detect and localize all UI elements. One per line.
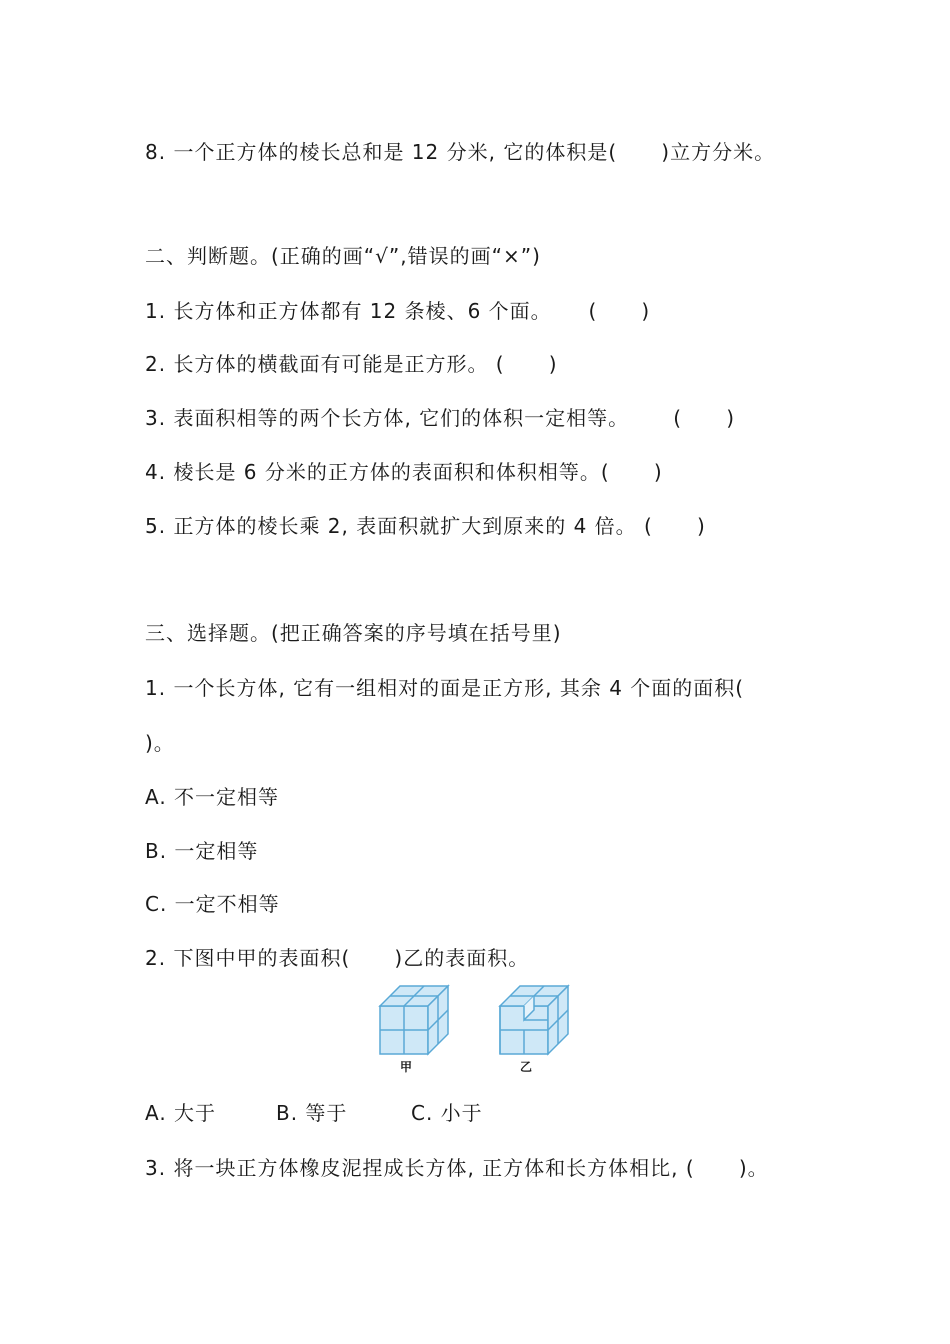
section-3-heading: 三、选择题。(把正确答案的序号填在括号里): [145, 621, 562, 645]
choice-q1-option-c: C. 一定不相等: [145, 892, 280, 916]
choice-q1-line1: 1. 一个长方体, 它有一组相对的面是正方形, 其余 4 个面的面积(: [145, 676, 745, 700]
cube-label-yi: 乙: [520, 1060, 533, 1074]
cube-figure: [370, 978, 590, 1078]
choice-q2-option-a: A. 大于: [145, 1101, 217, 1125]
choice-q2-stem: 2. 下图中甲的表面积( )乙的表面积。: [145, 946, 530, 970]
section-2-heading: 二、判断题。(正确的画“√”,错误的画“×”): [145, 244, 541, 268]
choice-q2-option-b: B. 等于: [276, 1101, 348, 1125]
cube-label-jia: 甲: [400, 1060, 413, 1074]
question-8: 8. 一个正方体的棱长总和是 12 分米, 它的体积是( )立方分米。: [145, 140, 776, 164]
choice-q1-option-b: B. 一定相等: [145, 839, 259, 863]
cube-yi: [500, 986, 568, 1054]
choice-q1-option-a: A. 不一定相等: [145, 785, 280, 809]
choice-q2-option-c: C. 小于: [411, 1101, 483, 1125]
judge-item-3: 3. 表面积相等的两个长方体, 它们的体积一定相等。 ( ): [145, 406, 736, 430]
judge-item-4: 4. 棱长是 6 分米的正方体的表面积和体积相等。( ): [145, 460, 663, 484]
judge-item-5: 5. 正方体的棱长乘 2, 表面积就扩大到原来的 4 倍。 ( ): [145, 514, 706, 538]
choice-q3-stem: 3. 将一块正方体橡皮泥捏成长方体, 正方体和长方体相比, ( )。: [145, 1156, 769, 1180]
cube-jia: [380, 986, 448, 1054]
choice-q1-line2: )。: [145, 731, 175, 755]
judge-item-2: 2. 长方体的横截面有可能是正方形。 ( ): [145, 352, 558, 376]
judge-item-1: 1. 长方体和正方体都有 12 条棱、6 个面。 ( ): [145, 299, 651, 323]
